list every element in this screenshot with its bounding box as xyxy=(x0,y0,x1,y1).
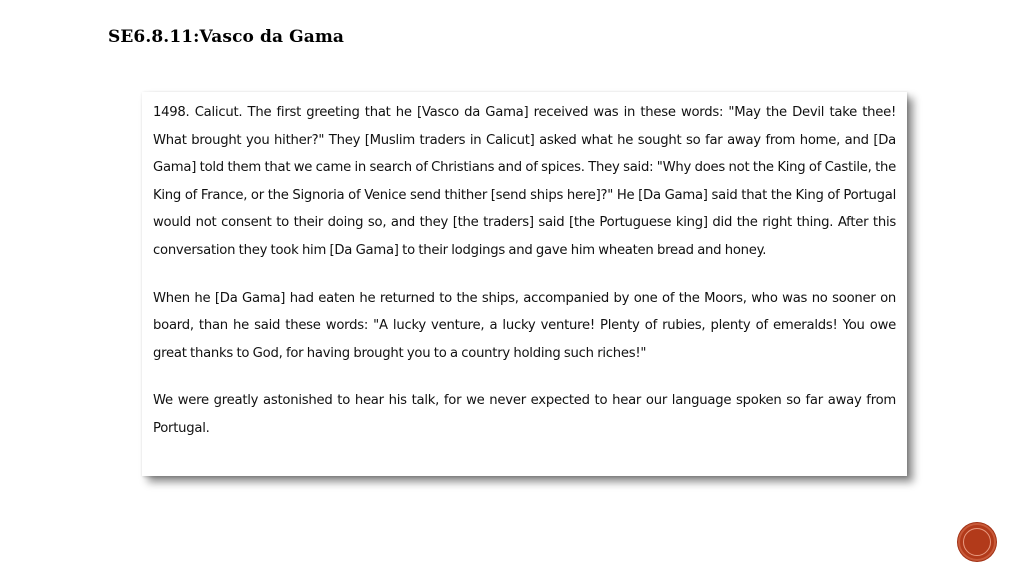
quote-paragraph-2: When he [Da Gama] had eaten he returned to the ships, accompanied by one of the Moors, who was no sooner on board, than he said these words: "A lucky venture, a lucky venture! Plenty of rubies, plenty of emeralds! You owe great thanks to God, for having brought you to a country holding such riches!" xyxy=(153,290,896,361)
slide-nav-circle-button[interactable] xyxy=(958,523,996,561)
slide-title: SE6.8.11:Vasco da Gama xyxy=(108,27,345,47)
quote-text-box xyxy=(142,92,907,476)
quote-paragraph-3: We were greatly astonished to hear his talk, for we never expected to hear our language spoken so far away from Portugal. xyxy=(153,393,896,436)
quote-paragraph-1: 1498. Calicut. The first greeting that he [Vasco da Gama] received was in these words: "May the Devil take thee! What brought you hither?" They [Muslim traders in Calicut] asked what he sought so far away from home, and [Da Gama] told them that we came in search of Christians and of spices. They said: "Why does not the King of Castile, the King of France, or the Signoria of Venice send thither [send ships here]?" He [Da Gama] said that the King of Portugal would not consent to their doing so, and they [the traders] said [the Portuguese king] did the right thing. After this conversation they took him [Da Gama] to their lodgings and gave him wheaten bread and honey. xyxy=(153,105,896,258)
